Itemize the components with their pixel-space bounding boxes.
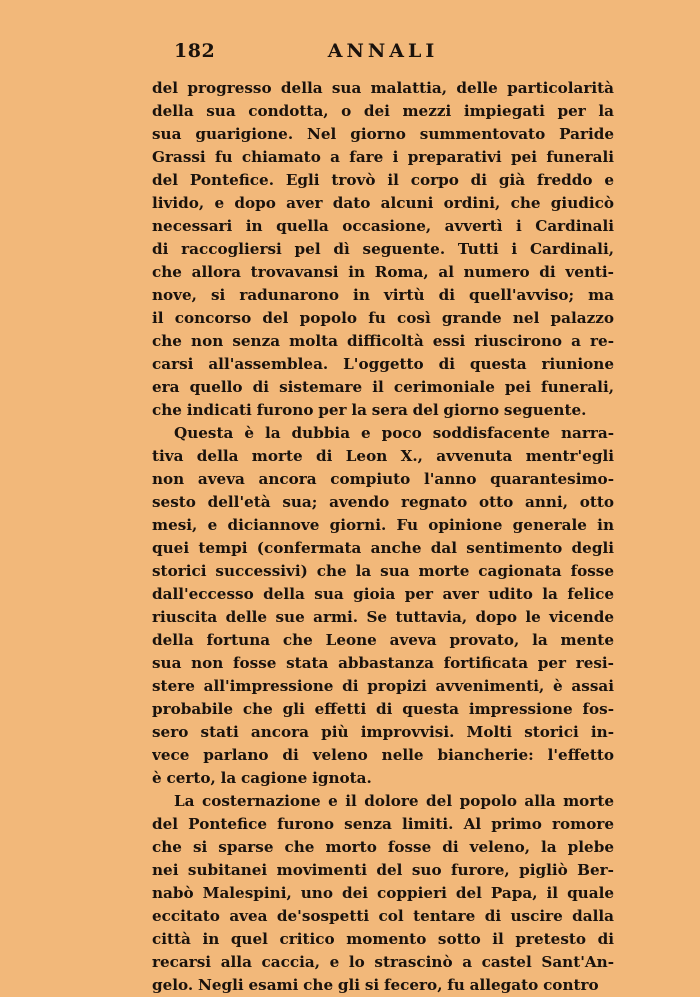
paragraph	[152, 790, 614, 997]
text-line: probabile che gli effetti di questa impressione fos-	[152, 700, 614, 718]
text-line: sua guarigione. Nel giorno summentovato Paride	[152, 125, 614, 143]
running-title: ANNALI	[327, 40, 439, 62]
text-line: gelo. Negli esami che gli si fecero, fu allegato contro	[152, 976, 599, 994]
text-line: Questa è la dubbia e poco soddisfacente narra-	[174, 424, 614, 442]
text-line: quei tempi (confermata anche dal sentimento degli	[152, 539, 614, 557]
text-line: che non senza molta difficoltà essi riuscirono a re-	[152, 332, 614, 350]
text-line: necessari in quella occasione, avvertì i Cardinali	[152, 217, 614, 235]
text-line: è certo, la cagione ignota.	[152, 769, 372, 787]
text-line: di raccogliersi pel dì seguente. Tutti i Cardinali,	[152, 240, 614, 258]
text-line: sesto dell'età sua; avendo regnato otto anni, otto	[152, 493, 614, 511]
text-line: del progresso della sua malattia, delle particolarità	[152, 79, 614, 97]
text-line: sua non fosse stata abbastanza fortificata per resi-	[152, 654, 614, 672]
page-number: 182	[174, 40, 216, 62]
text-line: dall'eccesso della sua gioia per aver udito la felice	[152, 585, 614, 603]
text-line: riuscita delle sue armi. Se tuttavia, dopo le vicende	[152, 608, 614, 626]
text-line: nei subitanei movimenti del suo furore, pigliò Ber-	[152, 861, 614, 879]
text-line: che si sparse che morto fosse di veleno, la plebe	[152, 838, 614, 856]
text-line: stere all'impressione di propizi avvenimenti, è assai	[152, 677, 614, 695]
text-line: della fortuna che Leone aveva provato, la mente	[152, 631, 614, 649]
body-text	[152, 77, 614, 997]
text-line: del Pontefice furono senza limiti. Al primo romore	[152, 815, 614, 833]
paragraph	[152, 422, 614, 790]
text-line: vece parlano di veleno nelle biancherie: l'effetto	[152, 746, 614, 764]
text-line: La costernazione e il dolore del popolo alla morte	[174, 792, 614, 810]
text-line: città in quel critico momento sotto il pretesto di	[152, 930, 614, 948]
text-line: nabò Malespini, uno dei coppieri del Papa, il quale	[152, 884, 614, 902]
text-line: il concorso del popolo fu così grande nel palazzo	[152, 309, 614, 327]
page-header	[152, 40, 614, 66]
text-line: carsi all'assemblea. L'oggetto di questa riunione	[152, 355, 614, 373]
text-line: nove, si radunarono in virtù di quell'avviso; ma	[152, 286, 614, 304]
text-line: della sua condotta, o dei mezzi impiegati per la	[152, 102, 614, 120]
paragraph	[152, 77, 614, 422]
text-line: livido, e dopo aver dato alcuni ordini, che giudicò	[152, 194, 614, 212]
text-line: che indicati furono per la sera del giorno seguente.	[152, 401, 587, 419]
text-line: recarsi alla caccia, e lo strascinò a castel Sant'An-	[152, 953, 614, 971]
text-line: non aveva ancora compiuto l'anno quarantesimo-	[152, 470, 614, 488]
text-line: era quello di sistemare il cerimoniale pei funerali,	[152, 378, 614, 396]
text-line: che allora trovavansi in Roma, al numero di venti-	[152, 263, 614, 281]
text-line: sero stati ancora più improvvisi. Molti storici in-	[152, 723, 614, 741]
text-line: storici successivi) che la sua morte cagionata fosse	[152, 562, 614, 580]
text-line: del Pontefice. Egli trovò il corpo di già freddo e	[152, 171, 614, 189]
text-line: tiva della morte di Leon X., avvenuta mentr'egli	[152, 447, 614, 465]
text-line: Grassi fu chiamato a fare i preparativi pei funerali	[152, 148, 614, 166]
text-line: eccitato avea de'sospetti col tentare di uscire dalla	[152, 907, 614, 925]
text-line: mesi, e diciannove giorni. Fu opinione generale in	[152, 516, 614, 534]
